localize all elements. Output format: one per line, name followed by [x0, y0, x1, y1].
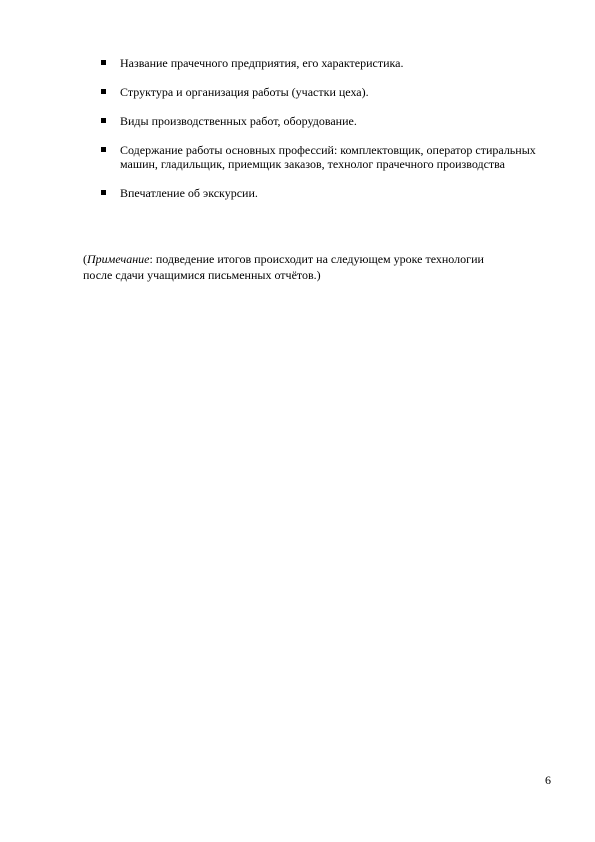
square-bullet-icon: [101, 147, 106, 152]
page-number: 6: [545, 773, 551, 787]
note-text: : подведение итогов происходит на следующем уроке технологии после сдачи учащимися письменных отчётов.): [83, 252, 484, 282]
note-paragraph: [83, 251, 503, 283]
list-item-text: Название прачечного предприятия, его характеристика.: [120, 56, 404, 70]
list-item: [101, 56, 541, 70]
note-open-paren: (: [83, 252, 87, 266]
square-bullet-icon: [101, 89, 106, 94]
list-item: [101, 114, 541, 128]
square-bullet-icon: [101, 60, 106, 65]
list-item: [101, 186, 541, 200]
list-item-text: Виды производственных работ, оборудование.: [120, 114, 357, 128]
list-item-text: Структура и организация работы (участки цеха).: [120, 85, 369, 99]
list-item: [101, 85, 541, 99]
square-bullet-icon: [101, 118, 106, 123]
bullet-list: [101, 56, 541, 215]
square-bullet-icon: [101, 190, 106, 195]
list-item-text: Впечатление об экскурсии.: [120, 186, 258, 200]
note-label: Примечание: [87, 252, 150, 266]
list-item: [101, 143, 541, 171]
list-item-text: Содержание работы основных профессий: комплектовщик, оператор стиральных машин, гладильщик, приемщик заказов, технолог прачечного производства: [120, 143, 536, 171]
